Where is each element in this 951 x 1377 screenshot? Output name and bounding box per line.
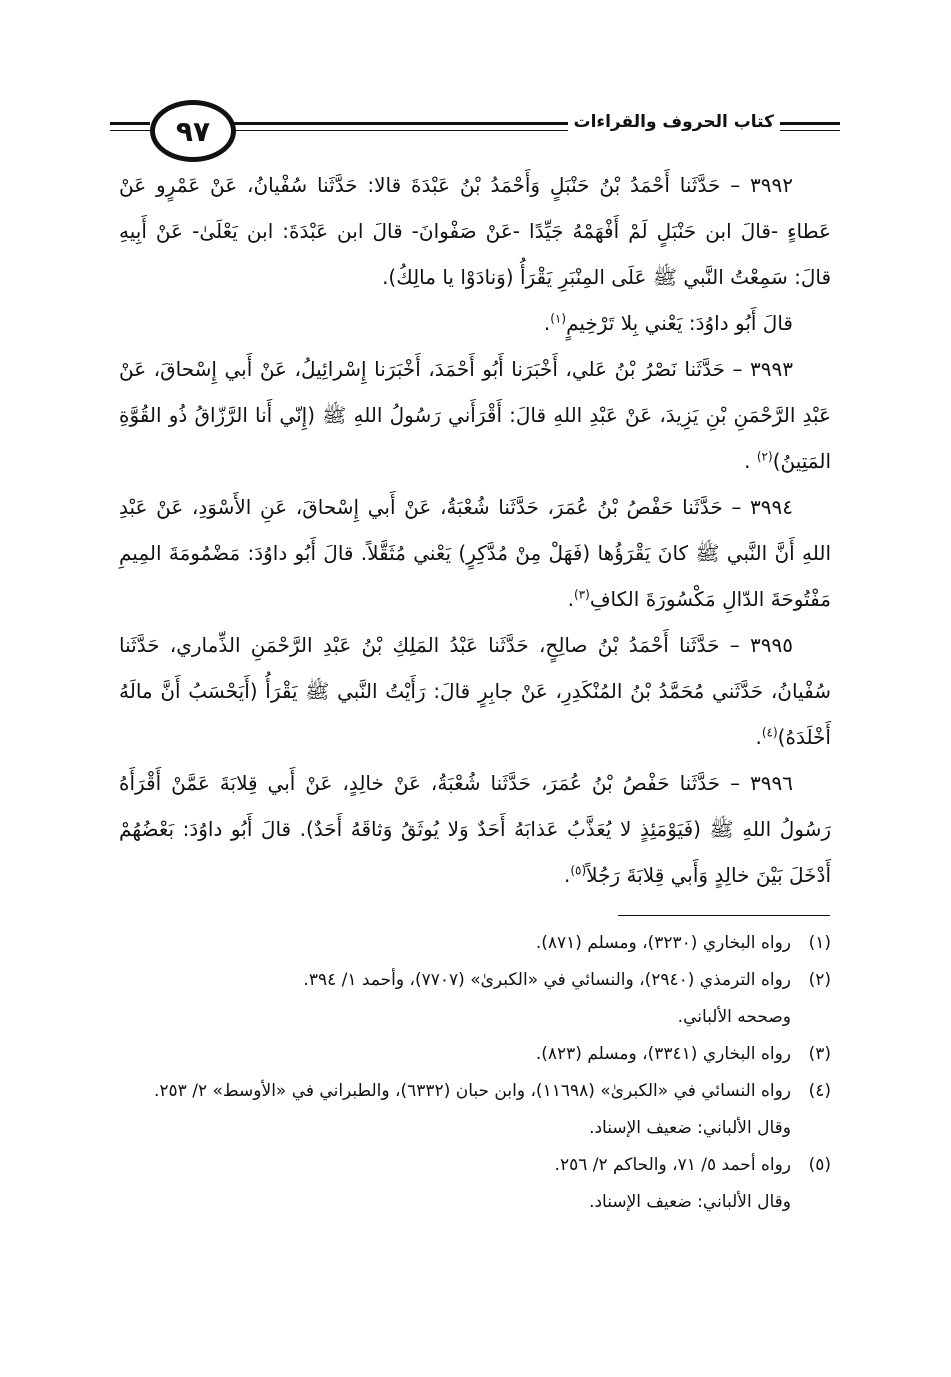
footnote-ref-2: (٢) [756, 449, 773, 464]
footnote-text: رواه البخاري (٣٣٤١)، ومسلم (٨٢٣). [535, 1044, 791, 1064]
hadith-3996: ٣٩٩٦ – حَدَّثَنا حَفْصُ بْنُ عُمَرَ، حَدَّثَنا شُعْبَةُ، عَنْ خالِدٍ، عَنْ أَبي قِلابَةَ عَمَّنْ أَقْرَأَهُ رَسُولُ اللهِ ﷺ (فَيَوْمَئِذٍ لا يُعَذَّبُ عَذابَهُ أَحَدٌ وَلا يُوثَقُ وَثاقَهُ أَحَدٌ). قالَ أَبُو داوُدَ: بَعْضُهُمْ أَدْخَلَ بَيْنَ خالِدٍ وَأَبي قِلابَةَ رَجُلاً$^{(٥)}$. [119, 771, 831, 887]
footnote-2 [119, 962, 831, 999]
footnote-5 [119, 1147, 831, 1184]
footnote-ref-3: (٣) [573, 587, 590, 602]
page-number: ٩٧ [150, 100, 236, 162]
footnote-number: (١) [808, 933, 831, 953]
footnote-separator [618, 915, 830, 916]
book-title: كتاب الحروف والقراءات [568, 112, 781, 132]
footnote-number: (٢) [808, 970, 831, 990]
hadith-3995: ٣٩٩٥ – حَدَّثَنا أَحْمَدُ بْنُ صالِحٍ، حَدَّثَنا عَبْدُ المَلِكِ بْنُ عَبْدِ الرَّحْمَنِ الذِّماري، حَدَّثَنا سُفْيانُ، حَدَّثَني مُحَمَّدُ بْنُ المُنْكَدِرِ، عَنْ جابِرٍ قالَ: رَأَيْتُ النَّبي ﷺ يَقْرَأُ (أَيَحْسَبُ أَنَّ مالَهُ أَخْلَدَهُ)$^{(٤)}$. [119, 633, 831, 749]
footnote-number: (٥) [808, 1155, 831, 1175]
footnote-number: (٤) [808, 1081, 831, 1101]
footnote-5-continuation: وقال الألباني: ضعيف الإسناد. [589, 1192, 791, 1212]
hadith-3992: ٣٩٩٢ – حَدَّثَنا أَحْمَدُ بْنُ حَنْبَلٍ وَأَحْمَدُ بْنُ عَبْدَةَ قالا: حَدَّثَنا سُفْيانُ، عَنْ عَمْرٍو عَنْ عَطاءٍ -قالَ ابن حَنْبَلٍ لَمْ أَفْهَمْهُ جَيِّدًا -عَنْ صَفْوانَ- قالَ ابن عَبْدَةَ: ابن يَعْلَىٰ- عَنْ أَبِيهِ قالَ: سَمِعْتُ النَّبي ﷺ عَلَى المِنْبَرِ يَقْرَأُ (وَنادَوْا يا مالِكُ). [119, 173, 831, 289]
note-3992: قالَ أَبُو داوُدَ: يَعْني بِلا تَرْخِيمٍ$^{(١)}$. [543, 311, 793, 335]
footnote-ref-1: (١) [550, 311, 567, 326]
footnote-2-continuation: وصححه الألباني. [677, 1007, 791, 1027]
hadith-3994: ٣٩٩٤ – حَدَّثَنا حَفْصُ بْنُ عُمَرَ، حَدَّثَنا شُعْبَةُ، عَنْ أَبي إِسْحاقَ، عَنِ الأَسْوَدِ، عَنْ عَبْدِ اللهِ أَنَّ النَّبي ﷺ كانَ يَقْرَؤُها (فَهَلْ مِنْ مُدَّكِرٍ) يَعْني مُثَقَّلاً. قالَ أَبُو داوُدَ: مَضْمُومَةَ المِيمِ مَفْتُوحَةَ الدّالِ مَكْسُورَةَ الكافِ$^{(٣)}$. [119, 495, 831, 611]
footnote-number: (٣) [808, 1044, 831, 1064]
footnote-ref-5: (٥) [570, 863, 587, 878]
footnote-3 [119, 1036, 831, 1073]
page-header [110, 88, 840, 168]
footnote-text: رواه الترمذي (٢٩٤٠)، والنسائي في «الكبرىٰ» (٧٧٠٧)، وأحمد ١/ ٣٩٤. [303, 970, 791, 990]
main-text [119, 162, 831, 898]
footnote-4-continuation: وقال الألباني: ضعيف الإسناد. [589, 1118, 791, 1138]
footnote-ref-4: (٤) [761, 725, 778, 740]
footnote-1 [119, 925, 831, 962]
footnote-4 [119, 1073, 831, 1110]
footnotes [119, 925, 831, 1221]
hadith-3993: ٣٩٩٣ – حَدَّثَنا نَصْرُ بْنُ عَلي، أَخْبَرَنا أَبُو أَحْمَدَ، أَخْبَرَنا إِسْرائِيلُ، عَنْ أَبي إِسْحاقَ، عَنْ عَبْدِ الرَّحْمَنِ بْنِ يَزِيدَ، عَنْ عَبْدِ اللهِ قالَ: أَقْرَأَني رَسُولُ اللهِ ﷺ (إِنّي أَنا الرَّزّاقُ ذُو القُوَّةِ المَتِينُ)$^{(٢)}$ . [119, 357, 831, 473]
footnote-text: رواه أحمد ٥/ ٧١، والحاكم ٢/ ٢٥٦. [554, 1155, 791, 1175]
header-rule-left [110, 122, 150, 125]
footnote-text: رواه البخاري (٣٢٣٠)، ومسلم (٨٧١). [535, 933, 791, 953]
footnote-text: رواه النسائي في «الكبرىٰ» (١١٦٩٨)، وابن حبان (٦٣٣٢)، والطبراني في «الأوسط» ٢/ ٢٥٣. [154, 1081, 791, 1101]
header-rule-left-thin [110, 130, 150, 131]
